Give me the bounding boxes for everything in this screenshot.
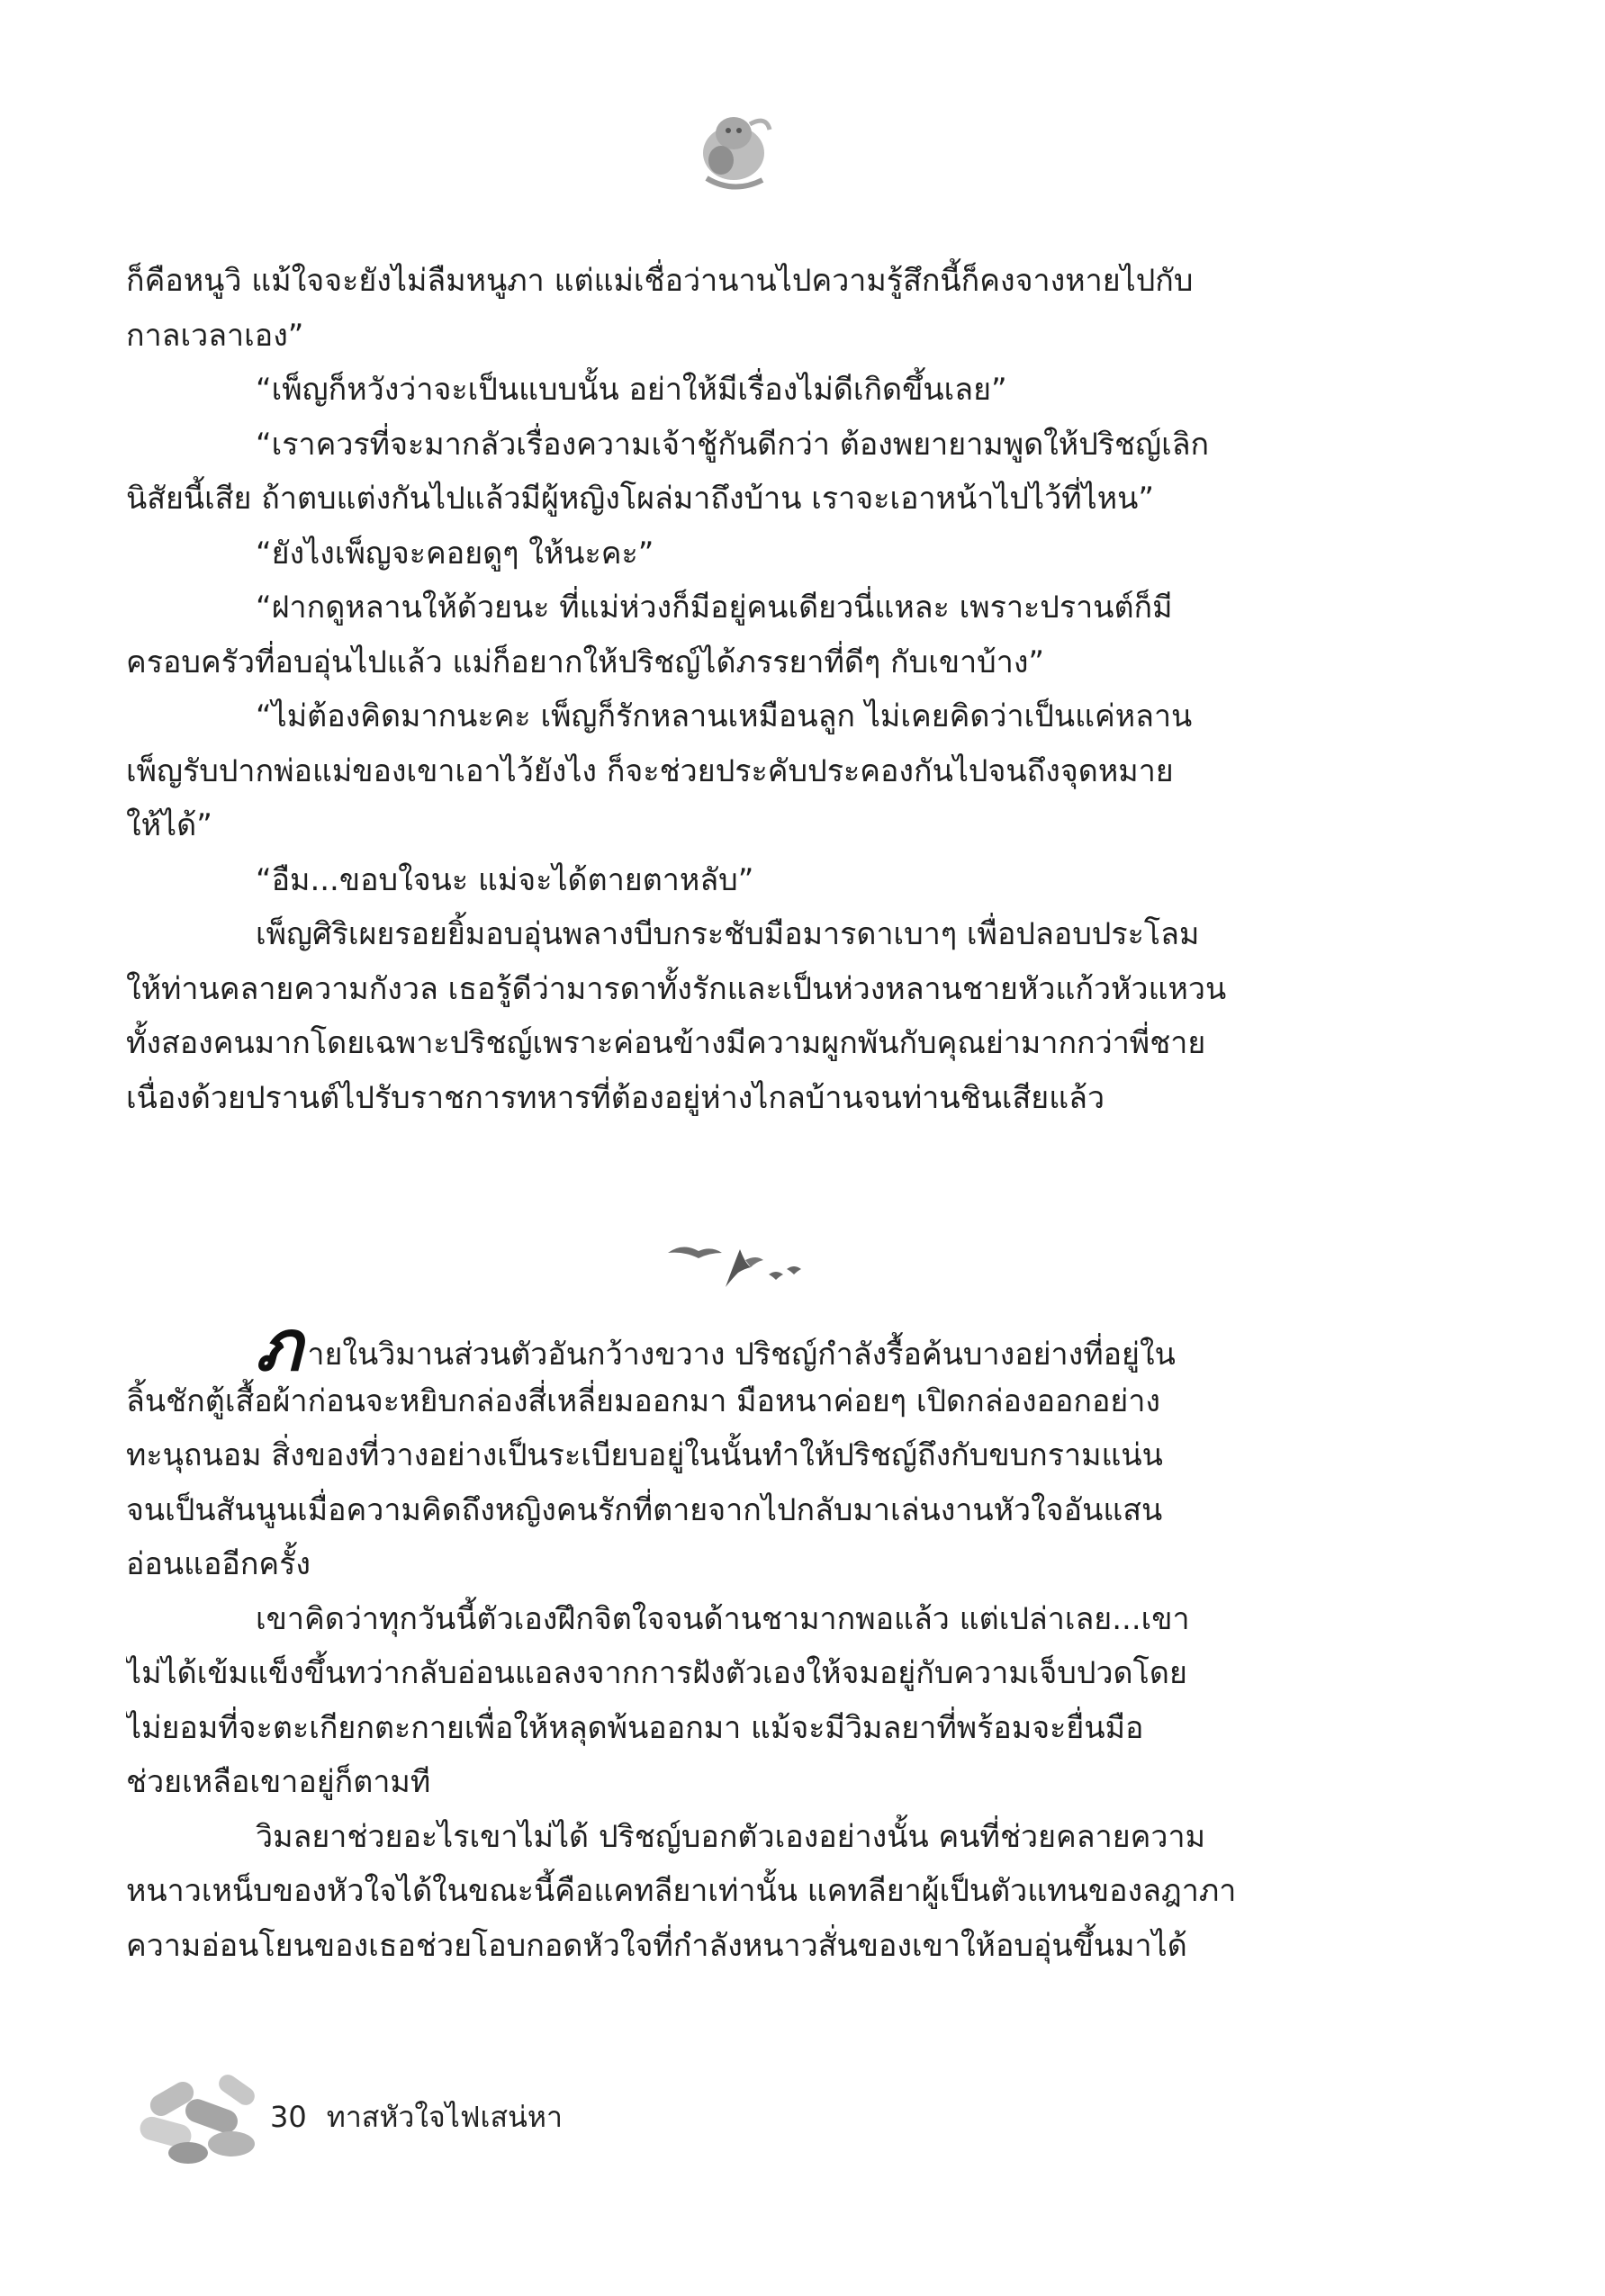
text-line: ก็คือหนูวิ แม้ใจจะยังไม่ลืมหนูภา แต่แม่เชื่อว่านานไปความรู้สึกนี้ก็คงจางหายไปกับ — [126, 263, 1194, 299]
text-line: อ่อนแออีกครั้ง — [126, 1546, 311, 1582]
birds-divider-icon — [663, 1233, 816, 1296]
text-line: ทะนุถนอม สิ่งของที่วางอย่างเป็นระเบียบอยู่ในนั้นทำให้ปริชญ์ถึงกับขบกรามแน่น — [126, 1437, 1163, 1473]
text-line: “ยังไงเพ็ญจะคอยดูๆ ให้นะคะ” — [256, 535, 654, 572]
text-line: ให้ได้” — [126, 807, 212, 843]
drop-cap-line-text: ายในวิมานส่วนตัวอันกว้างขวาง ปริชญ์กำลังรื้อค้นบางอย่างที่อยู่ใน — [307, 1337, 1176, 1373]
text-line: เนื่องด้วยปรานต์ไปรับราชการทหารที่ต้องอยู่ห่างไกลบ้านจนท่านชินเสียแล้ว — [126, 1079, 1105, 1116]
text-line: นิสัยนี้เสีย ถ้าตบแต่งกันไปแล้วมีผู้หญิงโผล่มาถึงบ้าน เราจะเอาหน้าไปไว้ที่ไหน” — [126, 481, 1154, 517]
text-line: เขาคิดว่าทุกวันนี้ตัวเองฝึกจิตใจจนด้านชามากพอแล้ว แต่เปล่าเลย...เขา — [256, 1600, 1190, 1637]
section-two-lines — [126, 1374, 1328, 1974]
text-line: จนเป็นสันนูนเมื่อความคิดถึงหญิงคนรักที่ตายจากไปกลับมาเล่นงานหัวใจอันแสน — [126, 1491, 1163, 1528]
text-line: ครอบครัวที่อบอุ่นไปแล้ว แม่ก็อยากให้ปริชญ์ได้ภรรยาที่ดีๆ กับเขาบ้าง” — [126, 644, 1045, 680]
text-line: ช่วยเหลือเขาอยู่ก็ตามที — [126, 1764, 431, 1800]
page-footer — [270, 2099, 563, 2135]
top-ornament-icon — [680, 106, 788, 196]
text-line: “เราควรที่จะมากลัวเรื่องความเจ้าชู้กันดีกว่า ต้องพยายามพูดให้ปริชญ์เลิก — [256, 426, 1210, 463]
text-line: “เพ็ญก็หวังว่าจะเป็นแบบนั้น อย่าให้มีเรื่องไม่ดีเกิดขึ้นเลย” — [256, 372, 1007, 408]
text-line: ความอ่อนโยนของเธอช่วยโอบกอดหัวใจที่กำลังหนาวสั่นของเขาให้อบอุ่นขึ้นมาได้ — [126, 1927, 1187, 1964]
text-line: ไม่ได้เข้มแข็งขึ้นทว่ากลับอ่อนแอลงจากการฝังตัวเองให้จมอยู่กับความเจ็บปวดโดย — [126, 1655, 1187, 1691]
drop-cap-line — [126, 1319, 1328, 1374]
text-line: หนาวเหน็บของหัวใจได้ในขณะนี้คือแคทลียาเท่านั้น แคทลียาผู้เป็นตัวแทนของลฎาภา — [126, 1873, 1237, 1909]
text-line: “อืม...ขอบใจนะ แม่จะได้ตายตาหลับ” — [256, 861, 754, 898]
text-line: เพ็ญรับปากพ่อแม่ของเขาเอาไว้ยังไง ก็จะช่วยประคับประคองกันไปจนถึงจุดหมาย — [126, 752, 1174, 789]
story-text-part-two — [126, 1319, 1328, 1973]
page-number: 30 — [270, 2100, 307, 2134]
text-line: ทั้งสองคนมากโดยเฉพาะปริชญ์เพราะค่อนข้างมีความผูกพันกับคุณย่ามากกว่าพี่ชาย — [126, 1025, 1206, 1061]
text-line: วิมลยาช่วยอะไรเขาไม่ได้ ปริชญ์บอกตัวเองอย่างนั้น คนที่ช่วยคลายความ — [256, 1818, 1205, 1855]
book-title: ทาสหัวใจไฟเสน่หา — [326, 2100, 563, 2134]
text-line: ให้ท่านคลายความกังวล เธอรู้ดีว่ามารดาทั้งรักและเป็นห่วงหลานชายหัวแก้วหัวแหวน — [126, 970, 1227, 1007]
text-line: “ฝากดูหลานให้ด้วยนะ ที่แม่ห่วงก็มีอยู่คนเดียวนี่แหละ เพราะปรานต์ก็มี — [256, 590, 1173, 626]
text-line: ลิ้นชักตู้เสื้อผ้าก่อนจะหยิบกล่องสี่เหลี่ยมออกมา มือหนาค่อยๆ เปิดกล่องออกอย่าง — [126, 1382, 1161, 1419]
pills-footer-icon — [131, 2070, 275, 2169]
story-text-part-one — [126, 254, 1328, 1125]
text-line: “ไม่ต้องคิดมากนะคะ เพ็ญก็รักหลานเหมือนลูก ไม่เคยคิดว่าเป็นแค่หลาน — [256, 698, 1193, 734]
text-line: ไม่ยอมที่จะตะเกียกตะกายเพื่อให้หลุดพ้นออกมา แม้จะมีวิมลยาที่พร้อมจะยื่นมือ — [126, 1709, 1144, 1746]
text-line: กาลเวลาเอง” — [126, 317, 304, 354]
text-line: เพ็ญศิริเผยรอยยิ้มอบอุ่นพลางบีบกระชับมือมารดาเบาๆ เพื่อปลอบประโลม — [256, 916, 1200, 952]
drop-cap: ภ — [256, 1319, 306, 1374]
